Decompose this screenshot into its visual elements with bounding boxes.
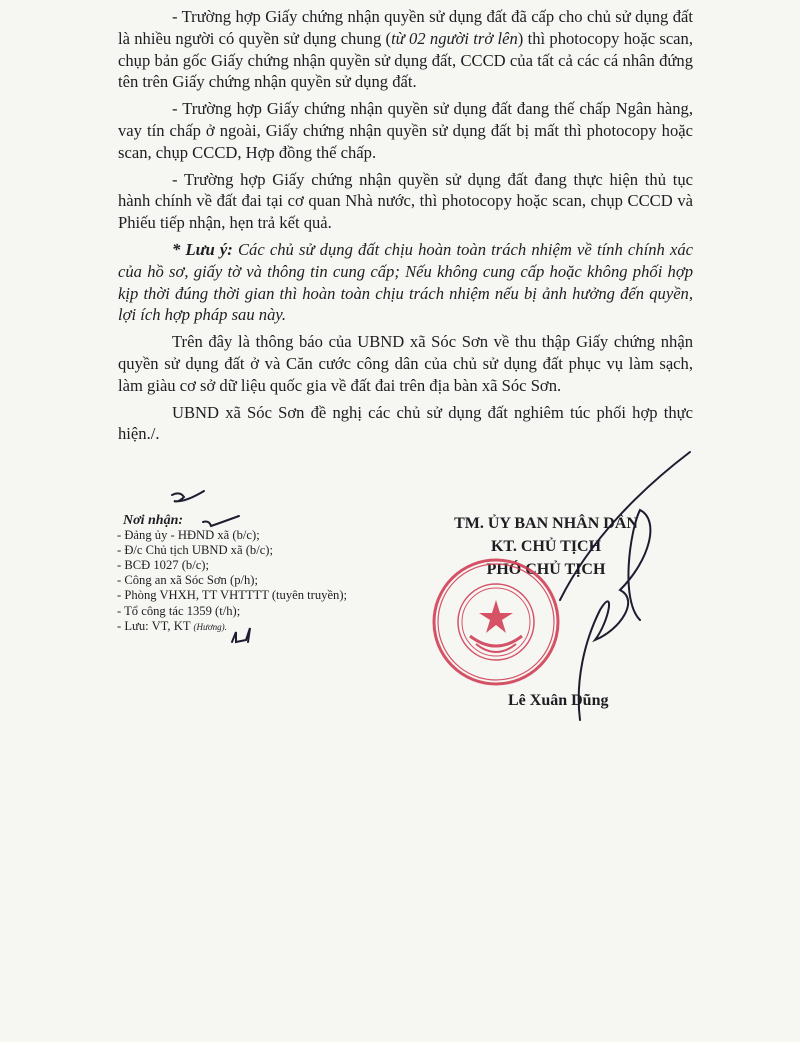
paragraph-mortgaged: - Trường hợp Giấy chứng nhận quyền sử dụng đất đang thế chấp Ngân hàng, vay tín chấp ở ngoài, Giấy chứng nhận quyền sử dụng đất bị mất thì photocopy hoặc scan, chụp CCCD, Hợp đồng thế chấp. (118, 99, 693, 162)
recipient-item: - Phòng VHXH, TT VHTTTT (tuyên truyền); (117, 588, 348, 603)
paragraph-summary: Trên đây là thông báo của UBND xã Sóc Sơn về thu thập Giấy chứng nhận quyền sử dụng đất ở và Căn cước công dân của chủ sử dụng đất phục vụ làm sạch, làm giàu cơ sở dữ liệu quốc gia về đất đai trên địa bàn xã Sóc Sơn. (118, 332, 693, 395)
paragraph-in-procedure: - Trường hợp Giấy chứng nhận quyền sử dụng đất đang thực hiện thủ tục hành chính về đất đai tại cơ quan Nhà nước, thì photocopy hoặc scan, chụp CCCD và Phiếu tiếp nhận, hẹn trả kết quả. (118, 169, 693, 233)
recipient-item: - BCĐ 1027 (b/c); (117, 558, 209, 573)
note-label: * Lưu ý: (172, 239, 233, 259)
recipient-item: - Đ/c Chủ tịch UBND xã (b/c); (117, 543, 273, 558)
sign-line-1: TM. ỦY BAN NHÂN DÂN (454, 515, 638, 532)
italic-text: từ 02 người trở lên (391, 28, 518, 48)
archive-text: - Lưu: VT, KT (117, 618, 191, 633)
recipient-item: - Tổ công tác 1359 (t/h); (117, 603, 241, 618)
recipient-item: - Công an xã Sóc Sơn (p/h); (117, 573, 258, 588)
sign-line-2: KT. CHỦ TỊCH (490, 538, 602, 555)
text: - Trường hợp Giấy chứng nhận quyền sử dụng đất đã cấp cho chủ sử dụng đất là nhiều người có quyền sử dụng chung ( (118, 7, 693, 48)
sign-line-3: PHÓ CHỦ TỊCH (486, 561, 606, 578)
signer-name: Lê Xuân Dũng (508, 692, 609, 709)
paragraph-request: UBND xã Sóc Sơn đề nghị các chủ sử dụng đất nghiêm túc phối hợp thực hiện./. (118, 402, 693, 444)
text: ) thì photocopy hoặc scan, chụp bản gốc Giấy chứng nhận quyền sử dụng đất, CCCD của tất cả các cá nhân đứng tên trên Giấy chứng nhận quyền sử dụng đất. (118, 28, 693, 92)
recipients-title: Nơi nhận: (123, 513, 184, 528)
archive-initials: (Hương). (193, 621, 227, 632)
recipient-item: - Đảng ủy - HĐND xã (b/c); (117, 528, 260, 543)
note-text: Các chủ sử dụng đất chịu hoàn toàn trách nhiệm về tính chính xác của hồ sơ, giấy tờ và thông tin cung cấp; Nếu không cung cấp hoặc không phối hợp kịp thời đúng thời gian thì hoàn toàn chịu trách nhiệm nếu bị ảnh hưởng đến quyền, lợi ích hợp pháp sau này. (118, 239, 693, 325)
